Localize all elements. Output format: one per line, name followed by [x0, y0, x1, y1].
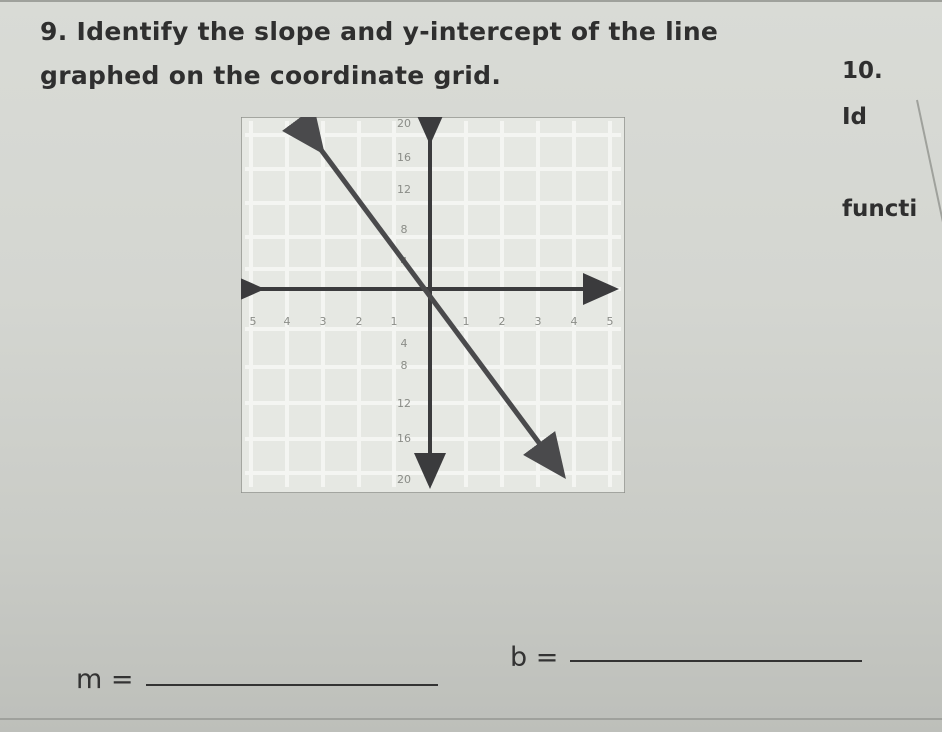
- paper-bottom-edge: [0, 718, 942, 720]
- x-tick-label: 1: [462, 315, 470, 328]
- y-tick-label: 12: [397, 183, 411, 196]
- y-intercept-label: b =: [510, 642, 559, 673]
- question-number: 10.: [842, 58, 883, 84]
- y-tick-label: 12: [397, 397, 411, 410]
- question-text-line2: functi: [842, 196, 918, 222]
- y-tick-label: 16: [397, 151, 411, 164]
- question-number: 9.: [40, 17, 68, 46]
- slope-label: m =: [76, 664, 134, 695]
- x-tick-label: 4: [283, 315, 291, 328]
- x-tick-label: 5: [249, 315, 257, 328]
- question-text-line2: graphed on the coordinate grid.: [40, 61, 502, 90]
- y-intercept-answer-blank[interactable]: [570, 660, 862, 662]
- x-tick-label: 2: [355, 315, 363, 328]
- x-tick-label: 3: [534, 315, 542, 328]
- y-tick-label: 20: [397, 117, 411, 130]
- bleed-through-mark: [639, 178, 647, 202]
- question-9-prompt: [40, 10, 760, 98]
- x-tick-label: 2: [498, 315, 506, 328]
- x-tick-label: 5: [606, 315, 614, 328]
- y-tick-label: 16: [397, 432, 411, 445]
- question-text-line1: Identify the slope and y-intercept of the line: [76, 17, 719, 46]
- slope-answer-blank[interactable]: [146, 684, 438, 686]
- x-tick-label: 1: [390, 315, 398, 328]
- x-tick-label: 3: [319, 315, 327, 328]
- x-tick-label: 4: [570, 315, 578, 328]
- question-10-prompt: [842, 2, 942, 232]
- y-tick-label: 8: [400, 223, 408, 236]
- grid-background: [241, 117, 625, 493]
- y-tick-label: 4: [400, 337, 408, 350]
- coordinate-grid-svg: [241, 117, 625, 493]
- question-text-line1: Id: [842, 104, 868, 130]
- y-tick-label: 20: [397, 473, 411, 486]
- coordinate-grid: [241, 117, 625, 497]
- paper-top-edge: [0, 0, 942, 2]
- y-tick-label: 8: [400, 359, 408, 372]
